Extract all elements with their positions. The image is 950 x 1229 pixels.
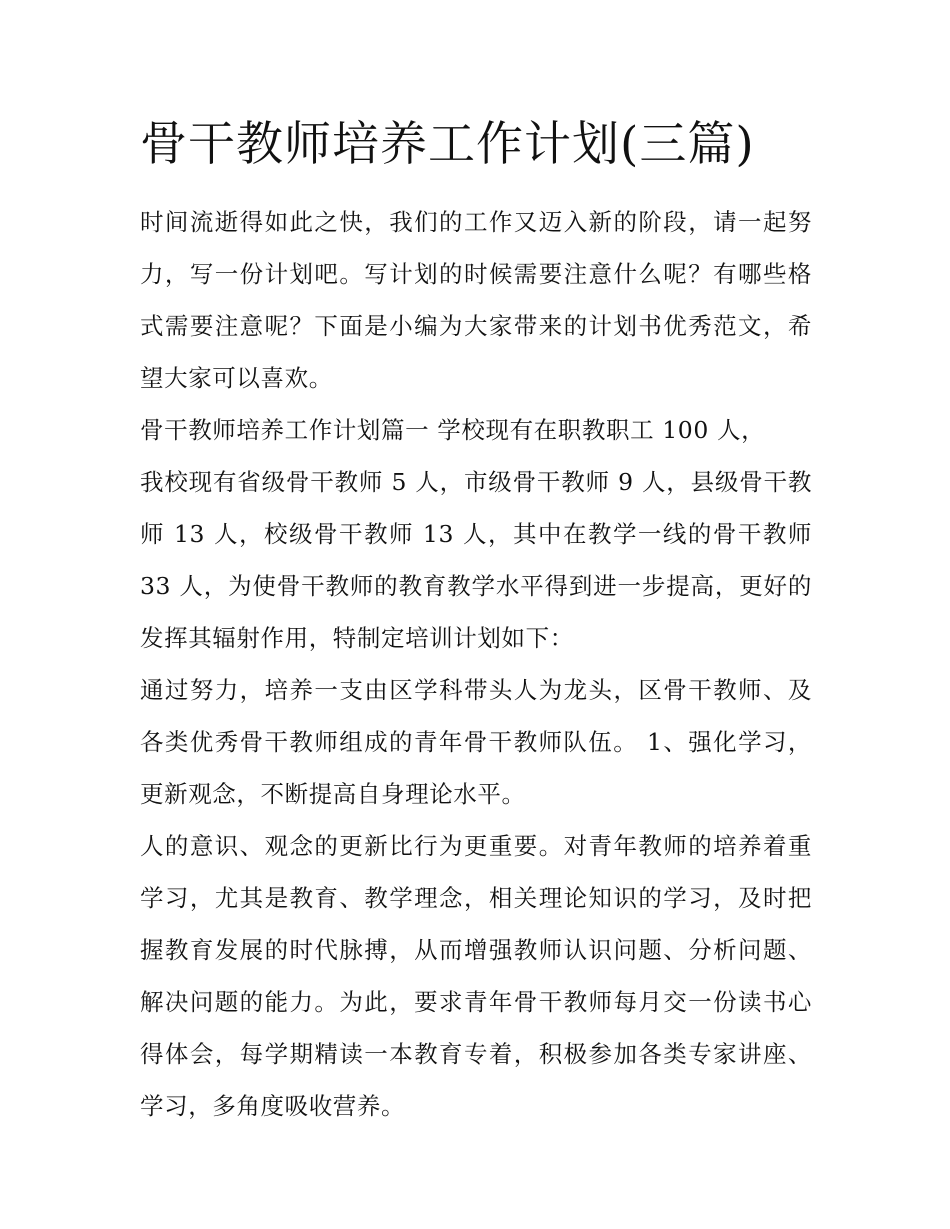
paragraph-goal: 通过努力，培养一支由区学科带头人为龙头，区骨干教师、及各类优秀骨干教师组成的青年骨干教师队伍。 1、强化学习，更新观念，不断提高自身理论水平。 bbox=[140, 676, 812, 808]
paragraph-intro: 时间流逝得如此之快，我们的工作又迈入新的阶段，请一起努力，写一份计划吧。写计划的时候需要注意什么呢？有哪些格式需要注意呢？下面是小编为大家带来的计划书优秀范文，希望大家可以喜欢。 bbox=[140, 208, 812, 392]
paragraph-learning: 人的意识、观念的更新比行为更重要。对青年教师的培养着重学习，尤其是教育、教学理念，相关理论知识的学习，及时把握教育发展的时代脉搏，从而增强教师认识问题、分析问题、解决问题的能力。为此，要求青年骨干教师每月交一份读书心得体会，每学期精读一本教育专着，积极参加各类专家讲座、学习，多角度吸收营养。 bbox=[140, 832, 812, 1120]
document-body bbox=[140, 196, 812, 1132]
page-title: 骨干教师培养工作计划(三篇) bbox=[140, 117, 755, 172]
paragraph-chapter-one-heading: 骨干教师培养工作计划篇一 学校现有在职教职工 100 人， bbox=[140, 416, 766, 444]
paragraph-teacher-counts: 我校现有省级骨干教师 5 人，市级骨干教师 9 人，县级骨干教师 13 人，校级骨干教师 13 人，其中在教学一线的骨干教师 33 人，为使骨干教师的教育教学水平得到进一步提高，更好的发挥其辐射作用，特制定培训计划如下： bbox=[140, 468, 812, 652]
